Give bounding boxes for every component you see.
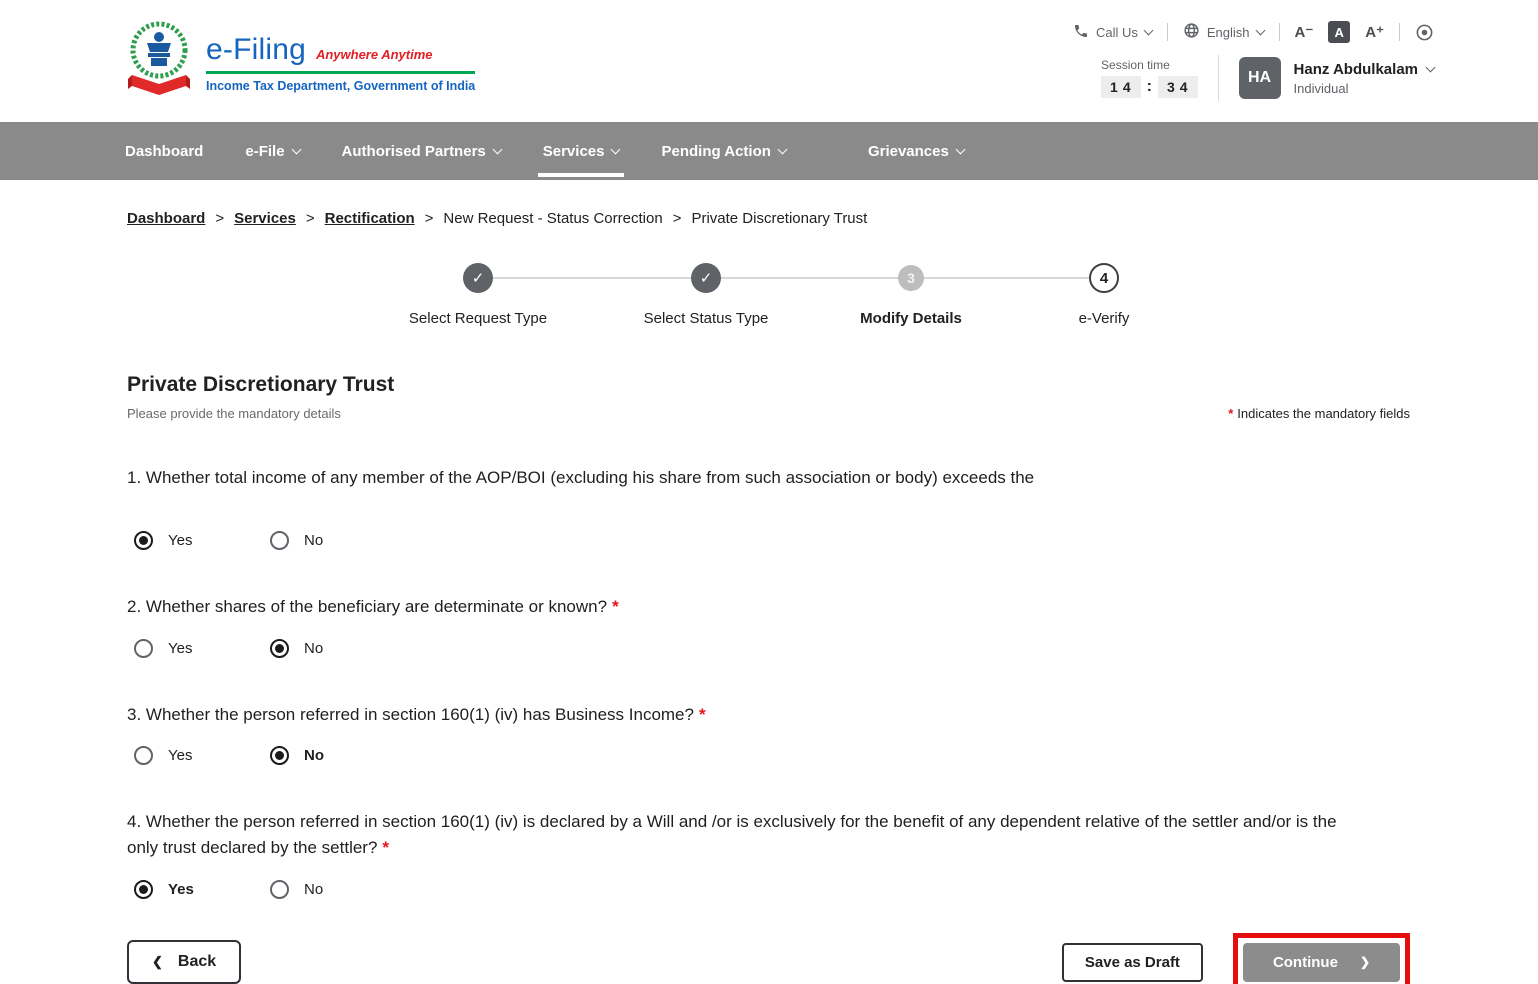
page-title: Private Discretionary Trust [127,373,395,396]
accessibility-button[interactable] [1415,23,1434,42]
divider [1279,23,1280,41]
brand-tagline: Anywhere Anytime [315,47,433,62]
user-name: Hanz Abdulkalam [1293,60,1418,78]
nav-item-pending-action[interactable]: Pending Action [640,122,806,180]
radio-button-checked-icon[interactable] [134,880,153,899]
question-2 [127,594,1410,657]
chevron-down-icon [1426,62,1436,72]
red-highlight-annotation [1233,933,1410,984]
back-button[interactable]: ❮ Back [127,940,241,984]
radio-option-yes[interactable]: Yes [134,746,270,765]
nav-item-dashboard[interactable]: Dashboard [125,142,204,160]
language-label: English [1206,24,1250,40]
income-tax-emblem-icon [127,20,191,103]
session-timer [1101,58,1197,98]
question-1-options [134,531,1410,550]
main-nav [0,122,1538,180]
radio-option-yes[interactable]: Yes [134,531,270,550]
chevron-down-icon [492,144,502,154]
question-text: 4. Whether the person referred in section 160(1) (iv) is declared by a Will and /or is exclusively for the benefit of any dependent relative of the settler and/or is the only trust declared by the settler? * [127,812,1337,858]
session-minutes: 14 [1101,76,1141,98]
step-label: Select Status Type [643,310,769,327]
divider [1167,23,1168,41]
question-text: 2. Whether shares of the beneficiary are determinate or known? * [127,597,619,617]
app-name: e-Filing [206,33,306,66]
step-completed-check-icon: ✓ [463,263,493,293]
user-role: Individual [1293,80,1349,96]
breadcrumb-dashboard[interactable]: Dashboard [127,210,206,227]
step-modify-details [811,263,1011,327]
breadcrumb-services[interactable]: Services [234,210,296,227]
main-content [0,210,1538,984]
radio-option-no[interactable]: No [270,880,323,899]
required-asterisk: * [698,704,706,724]
divider [1218,55,1219,101]
required-asterisk: * [612,597,619,617]
header [0,0,1538,122]
step-select-status-type [606,263,806,327]
mandatory-fields-note: * Indicates the mandatory fields [1228,406,1410,421]
font-increase-button[interactable]: A⁺ [1365,24,1384,41]
radio-button-icon[interactable] [134,639,153,658]
chevron-right-icon: ❯ [1359,955,1370,970]
breadcrumb-rectification[interactable]: Rectification [324,210,415,227]
globe-icon [1183,22,1200,42]
page-subtitle: Please provide the mandatory details [127,406,341,421]
radio-option-no[interactable]: No [270,746,324,765]
radio-option-yes[interactable]: Yes [134,880,270,899]
step-label: Select Request Type [408,310,548,327]
radio-option-no[interactable]: No [270,531,323,550]
question-text: 3. Whether the person referred in section 160(1) (iv) has Business Income? * [127,704,706,724]
step-label: Modify Details [860,310,962,327]
call-us-label: Call Us [1095,24,1138,40]
call-us-menu[interactable] [1073,23,1152,42]
user-menu[interactable] [1239,57,1434,99]
radio-button-checked-icon[interactable] [134,531,153,550]
step-number: 3 [898,265,924,291]
nav-item-e-file[interactable]: e-File [224,122,320,180]
save-as-draft-button[interactable]: Save as Draft [1062,943,1203,982]
avatar: HA [1239,57,1281,99]
nav-item-services[interactable]: Services [522,122,641,180]
header-right [1073,21,1434,101]
question-3-options [134,746,1410,765]
breadcrumb-current-page: Private Discretionary Trust [691,210,868,227]
radio-option-yes[interactable]: Yes [134,639,270,658]
org-line: Income Tax Department, Government of India [206,79,476,93]
step-completed-check-icon: ✓ [691,263,721,293]
brand-text [206,29,475,93]
required-asterisk: * [382,838,390,858]
chevron-down-icon [1255,25,1265,35]
brand[interactable] [127,20,475,103]
radio-button-icon[interactable] [270,880,289,899]
session-separator: : [1146,78,1152,95]
radio-button-icon[interactable] [270,531,289,550]
phone-icon [1073,23,1089,42]
brand-green-rule [206,71,475,74]
question-2-options [134,639,1410,658]
radio-button-icon[interactable] [134,746,153,765]
font-default-button[interactable]: A [1328,21,1350,43]
divider [1399,23,1400,41]
radio-option-no[interactable]: No [270,639,323,658]
utility-bar [1073,21,1434,43]
chevron-down-icon [611,144,621,154]
radio-button-checked-icon[interactable] [270,746,289,765]
language-menu[interactable] [1183,22,1264,42]
step-label: e-Verify [1078,310,1130,327]
question-4 [127,809,1410,899]
session-user-area [1101,55,1434,101]
session-time-label: Session time [1101,58,1170,72]
question-4-options [134,880,1410,899]
breadcrumb-new-request: New Request - Status Correction [443,210,663,227]
chevron-down-icon [777,144,787,154]
form-actions [127,933,1410,984]
chevron-down-icon [291,144,301,154]
continue-button[interactable]: Continue ❯ [1243,943,1400,982]
chevron-down-icon [955,144,965,154]
question-3 [127,702,1410,765]
chevron-left-icon: ❮ [152,954,163,970]
radio-button-checked-icon[interactable] [270,639,289,658]
chevron-down-icon [1143,25,1153,35]
question-1 [127,465,1410,550]
nav-item-grievances[interactable]: Grievances [847,122,985,180]
nav-item-authorised-partners[interactable]: Authorised Partners [321,122,522,180]
step-e-verify [1004,263,1204,327]
progress-stepper [0,263,1283,351]
step-number: 4 [1089,263,1119,293]
breadcrumb: Dashboard > Services > Rectification > New Request - Status Correction > Private Discretionary Trust [127,210,868,227]
font-decrease-button[interactable]: A⁻ [1294,24,1314,41]
step-select-request-type [378,263,578,327]
question-text: 1. Whether total income of any member of the AOP/BOI (excluding his share from such association or body) exceeds the [127,468,1035,487]
session-seconds: 34 [1158,76,1198,98]
